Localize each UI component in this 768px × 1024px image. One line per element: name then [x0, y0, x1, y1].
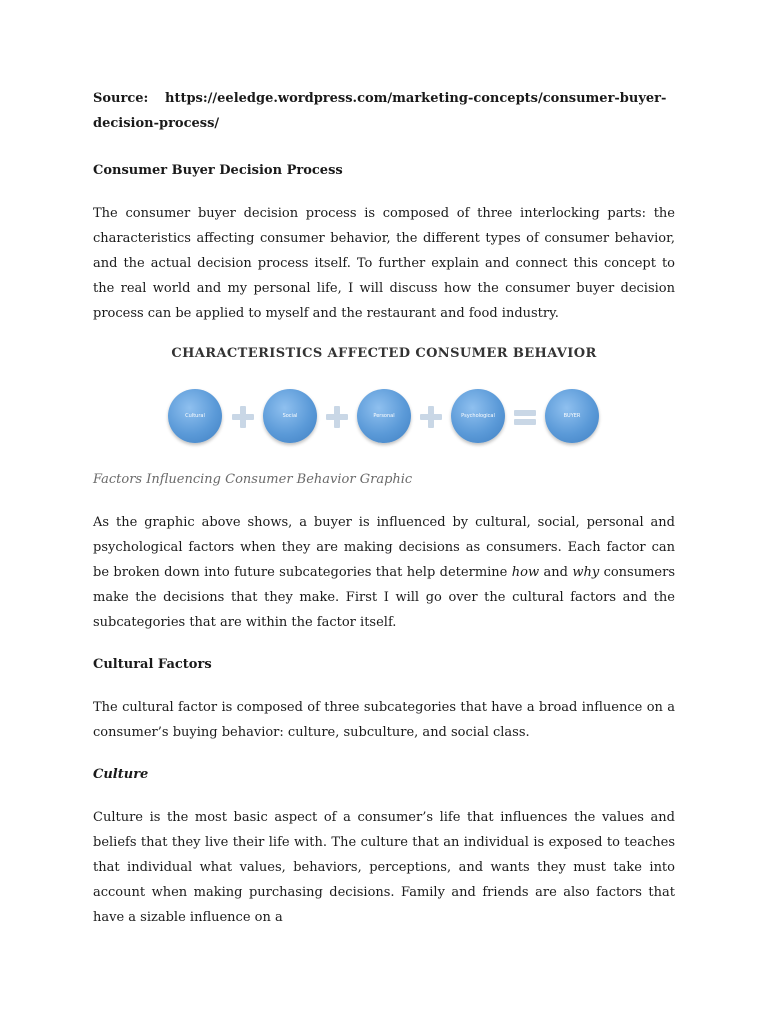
plus-icon [232, 406, 254, 428]
document-title: Consumer Buyer Decision Process [93, 163, 343, 178]
source-label: Source: [93, 91, 149, 106]
figure-title: CHARACTERISTICS AFFECTED CONSUMER BEHAVIOR [171, 346, 597, 361]
node-buyer: BUYER [545, 389, 599, 443]
source-url[interactable]: https://eeledge.wordpress.com/marketing-concepts/consumer-buyer-decision-process/ [93, 91, 667, 131]
emphasis-why: why [572, 565, 600, 580]
cultural-factors-paragraph: The cultural factor is composed of three subcategories that have a broad influence on a consumer’s buying behavior: culture, subculture, and social class. [93, 700, 675, 740]
factors-text-3: consumers make the decisions that they make. First I will go over the cultural factors and the subcategories that are within the factor itself. [93, 565, 676, 630]
node-social: Social [263, 389, 317, 443]
factors-text-1: As the graphic above shows, a buyer is influenced by cultural, social, personal and psychological factors when they are making decisions as consumers. Each factor can be broken down into future subcategories that help determine [93, 515, 675, 580]
factors-diagram [93, 382, 675, 452]
emphasis-how: how [511, 565, 540, 580]
figure-caption: Factors Influencing Consumer Behavior Graphic [93, 472, 413, 487]
cultural-factors-heading: Cultural Factors [93, 657, 212, 672]
node-cultural: Cultural [168, 389, 222, 443]
document-page [93, 86, 675, 930]
source-line [93, 86, 675, 136]
factors-paragraph [93, 510, 675, 635]
culture-paragraph: Culture is the most basic aspect of a consumer’s life that influences the values and beliefs that they live their life with. The culture that an individual is exposed to teaches that individual what values, behaviors, perceptions, and wants they must take into account when making purchasing decisions. Family and friends are also factors that have a sizable influence on a [93, 810, 675, 925]
plus-icon [420, 406, 442, 428]
node-personal: Personal [357, 389, 411, 443]
intro-paragraph: The consumer buyer decision process is composed of three interlocking parts: the characteristics affecting consumer behavior, the different types of consumer behavior, and the actual decision process itself. To further explain and connect this concept to the real world and my personal life, I will discuss how the consumer buyer decision process can be applied to myself and the restaurant and food industry. [93, 206, 675, 321]
factors-text-2: and [539, 565, 573, 580]
plus-icon [326, 406, 348, 428]
culture-heading: Culture [93, 767, 149, 782]
node-psychological: Psychological [451, 389, 505, 443]
equals-icon [514, 406, 536, 428]
